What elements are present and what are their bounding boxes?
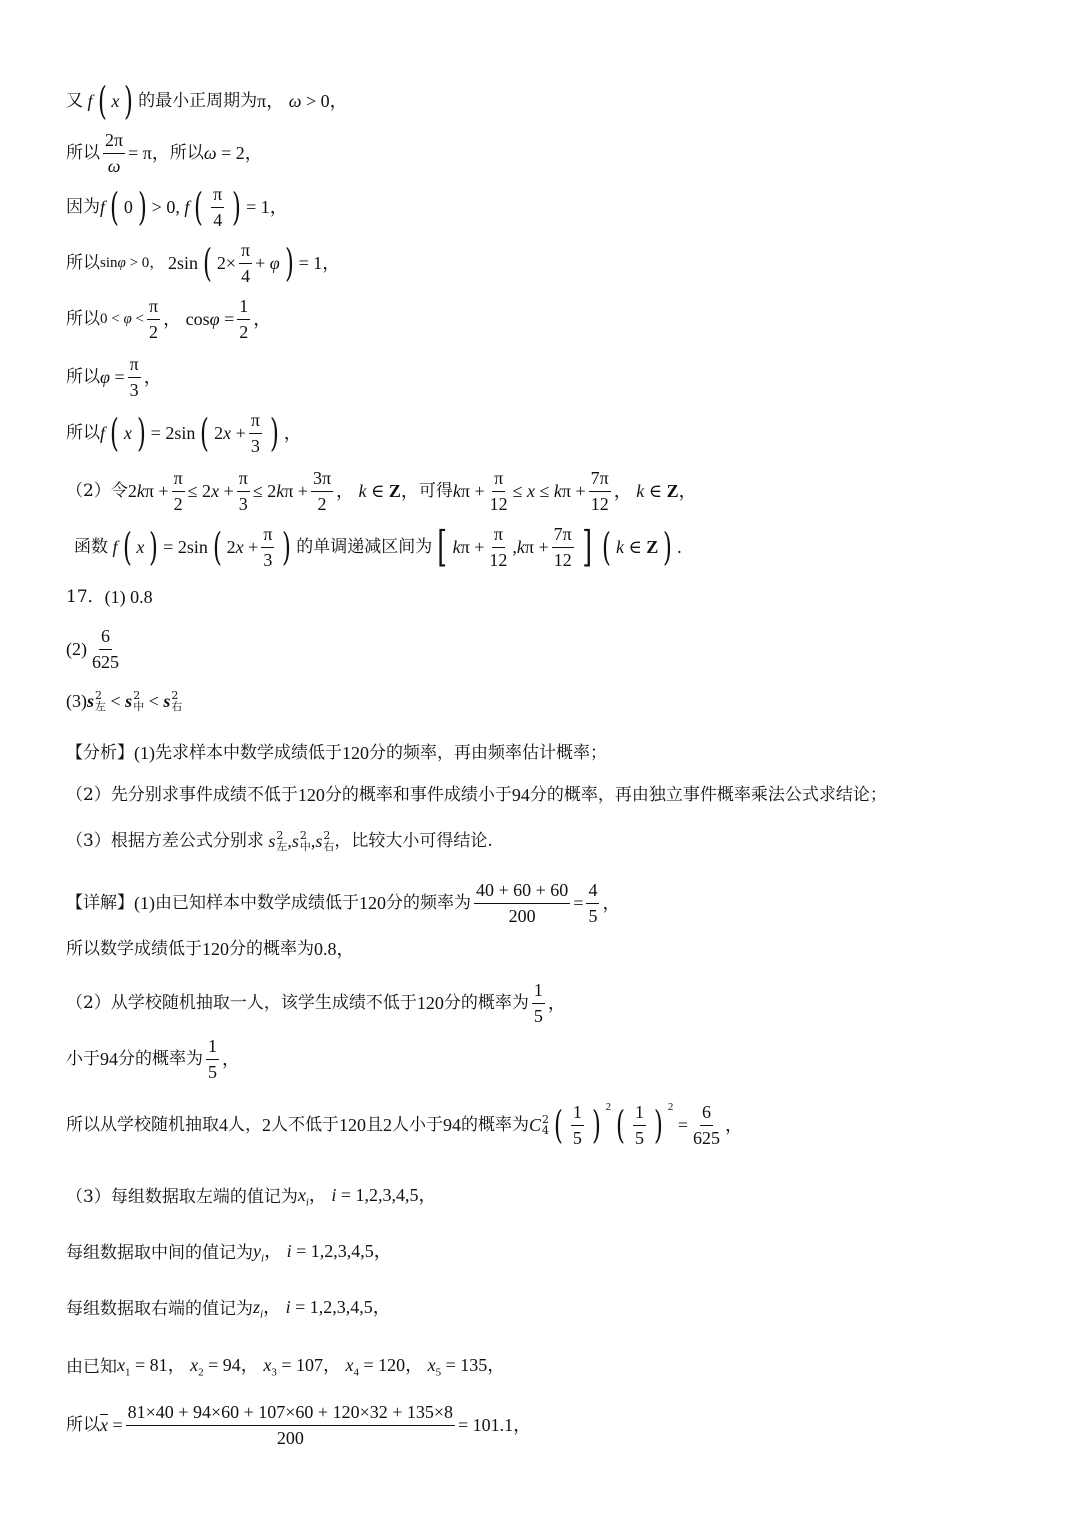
answer: 0.8 (130, 587, 153, 607)
line-part2-ineq: （2） 令 2kπ + $\frac{\pi}{2}$ ≤ 2x + $\frac{\pi}{3}$ ≤ 2kπ + $\frac{3\pi}{2}$ ， k ∈ Z， 可得 kπ + $\frac{\pi}{12}$ ≤ x ≤ kπ + $\frac{7\pi}{12}$ ， k ∈ Z， (66, 468, 697, 514)
text: (2) (66, 639, 87, 660)
text: 因为 (66, 196, 100, 217)
text: 每组数据取中间的值记为 (66, 1242, 253, 1263)
text: 所以数学成绩低于 (66, 938, 202, 959)
text: 人不低于 (271, 1114, 339, 1135)
text: 分的频率，再由频率估计概率； (369, 742, 607, 763)
text: （2） (66, 480, 111, 501)
text: 人小于 (392, 1114, 443, 1135)
line-detail-3-x: （3） 每组数据取左端的值记为 $x_i$， i = 1,2,3,4,5， (66, 1185, 437, 1209)
text: 的概率为 (461, 1114, 529, 1135)
line-phi-range: 所以 0 < φ < $\frac{\pi}{2}$ ， cosφ = $\frac{1}{2}$ ， (66, 296, 272, 342)
text: 所以从学校随机抽取 (66, 1114, 219, 1135)
text: 120 (339, 1115, 366, 1136)
text: 每组数据取右端的值记为 (66, 1298, 253, 1319)
line-phi: 所以 φ = $\frac{\pi}{3}$ ， (66, 354, 162, 400)
text: 2 (262, 1115, 271, 1136)
text: 分的概率和事件成绩小于 (324, 784, 512, 805)
line-min-period: 又 f ( x ) 的最小正周期为 π， ω > 0， (66, 79, 348, 123)
line-detail-1: 【详解】 (1) 由已知样本中数学成绩低于 120 分的频率为 $\frac{40 + 60 + 60}{200}$ = $\frac{4}{5}$ ， (66, 880, 621, 926)
text: 右 (323, 840, 335, 853)
text: 120 (416, 993, 444, 1014)
text: 所以 (66, 142, 100, 163)
text: 分的概率为 (118, 1048, 203, 1069)
line-because: 因为 f ( 0 ) > 0, f ( $\frac{\pi}{4}$ ) = 1， (66, 184, 288, 230)
line-fx: 所以 f ( x ) = 2sin ( 2x + $\frac{\pi}{3}$ ) ， (66, 410, 302, 456)
text: 先求样本中数学成绩低于 (155, 742, 342, 763)
text: 每组数据取左端的值记为 (110, 1186, 298, 1207)
text: 先分别求事件成绩不低于 (110, 784, 298, 805)
text: 左 (95, 700, 107, 713)
text: （2） (66, 784, 111, 805)
line-detail-3-z: 每组数据取右端的值记为 $z_i$， i = 1,2,3,4,5， (66, 1297, 391, 1321)
text: 所以 (169, 142, 204, 163)
text: 120 (359, 893, 386, 914)
text: 所以 (66, 1414, 100, 1435)
text: 且 (366, 1114, 383, 1135)
text: 所以 (66, 366, 100, 387)
line-detail-3-mean: 所以 $\overline{x}$ = $\frac{81\times 40 + 94\times 60 + 107\times 60 + 120\times 32 + 135\times 8}{200}$ = 101.1， (66, 1402, 532, 1448)
text: 右 (171, 700, 183, 713)
text: (1) (134, 893, 155, 914)
text: （3） (66, 1186, 111, 1207)
text: 中 (299, 840, 311, 853)
text: 中 (133, 700, 145, 713)
text: 所以 (66, 252, 100, 273)
text: 120 (202, 939, 229, 959)
line-analysis-1 (66, 744, 607, 762)
line-detail-2a: （2） 从学校随机抽取一人，该学生成绩不低于 120 分的概率为 $\frac{1}{5}$ ， (66, 980, 566, 1026)
text: 人， (228, 1114, 262, 1135)
text: 从学校随机抽取一人，该学生成绩不低于 (110, 992, 417, 1013)
question-number: 17． (66, 586, 105, 607)
text: 4 (219, 1115, 228, 1136)
text: 又 (66, 90, 83, 111)
text: 分的概率，再由独立事件概率乘法公式求结论； (529, 784, 887, 805)
line-sinphi: 所以 sinφ > 0， 2sin ( 2× $\frac{\pi}{4}$ + φ ) = 1， (66, 240, 341, 286)
line-q17-a1 (66, 588, 153, 606)
line-decreasing-interval: 函数 f ( x ) = 2sin ( 2x + $\frac{\pi}{3}$ ) 的单调递减区间为 [ kπ + $\frac{\pi}{12}$ ,kπ + $\frac{7\pi}{12}$ ] ( k ∈ Z ) . (74, 522, 682, 572)
text: 0.8 (314, 939, 337, 959)
text: ，比较大小可得结论. (334, 830, 493, 851)
text: 94 (443, 1115, 461, 1136)
text: 所以 (66, 422, 100, 443)
text: 分的概率为 (229, 938, 314, 959)
line-detail-3-values: 由已知 $x_1 = 81$， $x_2 = 94$， $x_3 = 107$， $x_4 = 120$， $x_5 = 135$， (66, 1355, 506, 1379)
text: 120 (342, 743, 369, 763)
text: (1) (104, 587, 126, 607)
text: （3） (66, 830, 111, 851)
text: 2 (383, 1115, 392, 1136)
text: (1) (134, 743, 155, 763)
text: （2） (66, 992, 111, 1013)
line-analysis-2 (66, 786, 887, 804)
text: 分的概率为 (443, 992, 529, 1013)
text: 由已知 (66, 1356, 117, 1377)
detail-heading: 【详解】 (66, 892, 134, 913)
line-detail-2c: 所以从学校随机抽取 4 人， 2 人不低于 120 且 2 人小于 94 的概率为 C 2 4 ( $\frac{1}{5}$ ) 2 ( $\frac{1}{5}$ ) 2 = $\frac{6}{625}$ ， (66, 1101, 743, 1148)
text: 根据方差公式分别求 (110, 830, 264, 851)
text: 的单调递减区间为 (296, 536, 433, 557)
text: 120 (297, 785, 325, 805)
text: 94 (100, 1049, 118, 1070)
line-q17-a2: (2) $\frac{6}{625}$ (66, 626, 119, 672)
text: 94 (511, 785, 530, 805)
line-detail-2b: 小于 94 分的概率为 $\frac{1}{5}$ ， (66, 1036, 240, 1082)
text: (3) (66, 691, 87, 711)
line-detail-1-conclusion: 所以数学成绩低于 120 分的概率为 0.8 ， (66, 938, 355, 959)
text: 可得 (418, 480, 453, 501)
text: 所以 (66, 308, 100, 329)
text: 令 (110, 480, 128, 501)
text: 的最小正周期为 (138, 90, 258, 111)
text: 左 (276, 840, 288, 853)
line-detail-3-y: 每组数据取中间的值记为 $y_i$， i = 1,2,3,4,5， (66, 1241, 392, 1265)
analysis-heading: 【分析】 (66, 742, 134, 763)
line-omega: 所以 $\frac{2\pi}{\omega}$ = π， 所以 ω = 2， (66, 130, 263, 176)
text: 函数 (74, 536, 108, 557)
text: 由已知样本中数学成绩低于 (155, 892, 359, 913)
line-q17-a3: (3) s 2 左 < s 2 中 < s 2 右 (66, 689, 183, 713)
line-analysis-3: （3） 根据方差公式分别求 s 2 左 ,s 2 中 ,s 2 右 ，比较大小可得结论. (66, 829, 493, 853)
text: 小于 (66, 1048, 100, 1069)
text: 分的频率为 (386, 892, 471, 913)
